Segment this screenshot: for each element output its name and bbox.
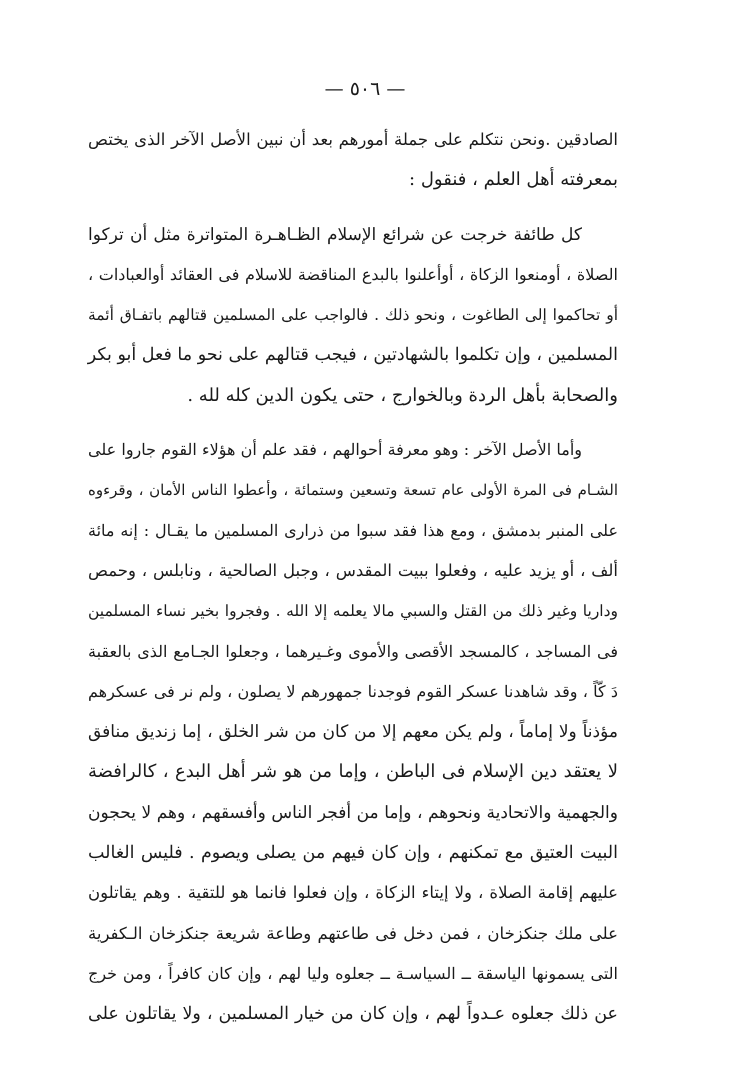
body-text xyxy=(88,120,618,1035)
text-line: كل طائفة خرجت عن شرائع الإسلام الظـاهـرة المتواترة مثل أن تركوا xyxy=(88,224,582,245)
page-number: — ٥٠٦ — xyxy=(324,78,406,100)
text-line: الصلاة ، أومنعوا الزكاة ، أوأعلنوا بالبدع المناقضة للاسلام فى العقائد أوالعبادات ، xyxy=(88,264,618,284)
text-line: وأما الأصل الآخر : وهو معرفة أحوالهم ، فقد علم أن هؤلاء القوم جاروا على xyxy=(88,440,582,460)
text-line: التى يسمونها الياسقة ــ السياسـة ــ جعلوه وليا لهم ، وإن كان كافراً ، ومن خرج xyxy=(88,963,618,983)
text-line: ألف ، أو يزيد عليه ، وفعلوا ببيت المقدس ، وجبل الصالحية ، ونابلس ، وحمص xyxy=(88,560,618,580)
text-line: وداريا وغير ذلك من القتل والسبي مالا يعلمه إلا الله . وفجروا بخير نساء المسلمين xyxy=(88,602,618,621)
text-line: على ملك جنكزخان ، فمن دخل فى طاعتهم وطاعة شريعة جنكزخان الـكفرية xyxy=(88,923,618,943)
text-line: مؤذناً ولا إماماً ، ولم يكن معهم إلا من كان من شر الخلق ، إما زنديق منافق xyxy=(88,722,618,743)
text-line: المسلمين ، وإن تكلموا بالشهادتين ، فيجب قتالهم على نحو ما فعل أبو بكر xyxy=(87,345,618,366)
text-line: دَ كّاً ، وقد شاهدنا عسكر القوم فوجدنا جمهورهم لا يصلون ، ولم نر فى عسكرهم xyxy=(88,681,618,701)
text-line: والجهمية والاتحادية ونحوهم ، وإما من أفجر الناس وأفسقهم ، وهم لا يحجون xyxy=(88,802,618,823)
text-line: البيت العتيق مع تمكنهم ، وإن كان فيهم من يصلى ويصوم . فليس الغالب xyxy=(88,843,618,864)
text-line: الشـام فى المرة الأولى عام تسعة وتسعين وستمائة ، وأعطوا الناس الأمان ، وقرءوه xyxy=(88,481,618,500)
text-line: بمعرفته أهل العلم ، فنقول : xyxy=(409,169,618,191)
text-line: أو تحاكموا إلى الطاغوت ، ونحو ذلك . فالواجب على المسلمين قتالهم باتفـاق أئمة xyxy=(88,306,618,325)
text-line: والصحابة بأهل الردة وبالخوارج ، حتى يكون الدين كله لله . xyxy=(187,384,618,406)
text-line: فى المساجد ، كالمسجد الأقصى والأموى وغـيرهما ، وجعلوا الجـامع الذى بالعقبة xyxy=(88,641,618,661)
text-line: عليهم إقامة الصلاة ، ولا إيتاء الزكاة ، وإن فعلوا فانما هو للتقية . وهم يقاتلون xyxy=(88,883,618,903)
paragraph-3 xyxy=(88,430,618,1034)
text-line: الصادقين .ونحن نتكلم على جملة أمورهم بعد أن نبين الأصل الآخر الذى يختص xyxy=(88,130,618,149)
text-line: عن ذلك جعلوه عـدواً لهم ، وإن كان من خيار المسلمين ، ولا يقاتلون على xyxy=(88,1004,618,1025)
paragraph-2 xyxy=(88,215,618,416)
text-line: لا يعتقد دين الإسلام فى الباطن ، وإما من هو شر أهل البدع ، كالرافضة xyxy=(88,761,618,783)
text-line: على المنبر بدمشق ، ومع هذا فقد سبوا من ذرارى المسلمين ما يقـال : إنه مائة xyxy=(88,520,618,540)
paragraph-1 xyxy=(88,120,618,201)
